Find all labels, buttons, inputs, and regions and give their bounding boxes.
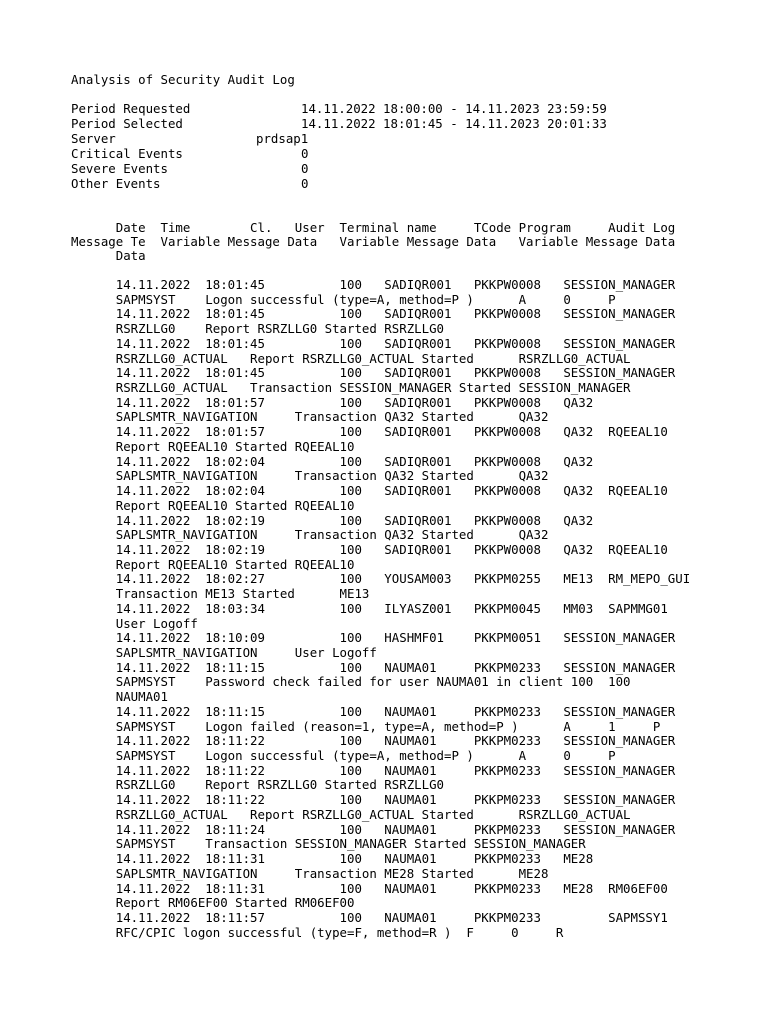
log-line: 14.11.2022 18:11:22 100 NAUMA01 PKKPM0233 SESSION_MANAGER (71, 762, 676, 778)
log-line: 14.11.2022 18:01:45 100 SADIQR001 PKKPW0008 SESSION_MANAGER (71, 335, 676, 351)
log-line: SAPLSMTR_NAVIGATION User Logoff (71, 645, 377, 660)
summary-label: Critical Events (71, 146, 183, 161)
log-line: 14.11.2022 18:02:27 100 YOUSAM003 PKKPM0255 ME13 RM_MEPO_GUI (71, 571, 691, 587)
summary-value: 14.11.2022 18:01:45 - 14.11.2023 20:01:33 (301, 116, 607, 131)
page-title: Analysis of Security Audit Log (71, 72, 295, 87)
log-line: 14.11.2022 18:10:09 100 HASHMF01 PKKPM0051 SESSION_MANAGER (71, 630, 676, 646)
summary-label: Server (71, 131, 116, 146)
log-line: Transaction ME13 Started ME13 (71, 586, 370, 602)
log-line: SAPMSYST Transaction SESSION_MANAGER Started SESSION_MANAGER (71, 836, 586, 852)
log-line: Report RQEEAL10 Started RQEEAL10 (71, 497, 355, 513)
log-line: SAPLSMTR_NAVIGATION Transaction QA32 Started QA32 (71, 409, 549, 425)
log-line: 14.11.2022 18:01:45 100 SADIQR001 PKKPW0008 SESSION_MANAGER (71, 277, 676, 292)
header-line: Data (71, 248, 146, 263)
log-line: 14.11.2022 18:11:15 100 NAUMA01 PKKPM0233 SESSION_MANAGER (71, 703, 676, 719)
log-line: 14.11.2022 18:11:31 100 NAUMA01 PKKPM0233 ME28 RM06EF00 (71, 880, 668, 896)
log-line: User Logoff (71, 615, 198, 631)
log-line: 14.11.2022 18:11:15 100 NAUMA01 PKKPM0233 SESSION_MANAGER (71, 659, 676, 675)
log-line: 14.11.2022 18:02:19 100 SADIQR001 PKKPW0008 QA32 RQEEAL10 (71, 541, 668, 557)
log-line: SAPMSYST Password check failed for user NAUMA01 in client 100 100 (71, 674, 631, 690)
header-line: Date Time Cl. User Terminal name TCode Program Audit Log (71, 220, 676, 235)
log-line: 14.11.2022 18:02:04 100 SADIQR001 PKKPW0008 QA32 RQEEAL10 (71, 483, 668, 499)
log-line: SAPLSMTR_NAVIGATION Transaction ME28 Started ME28 (71, 865, 549, 881)
log-line: 14.11.2022 18:02:19 100 SADIQR001 PKKPW0008 QA32 (71, 512, 594, 528)
log-line: SAPLSMTR_NAVIGATION Transaction QA32 Started QA32 (71, 527, 549, 543)
log-line: 14.11.2022 18:01:57 100 SADIQR001 PKKPW0008 QA32 RQEEAL10 (71, 424, 668, 440)
log-line: Report RQEEAL10 Started RQEEAL10 (71, 438, 355, 454)
log-line: Report RQEEAL10 Started RQEEAL10 (71, 556, 355, 572)
summary-value: prdsap1 (256, 131, 309, 146)
log-line: 14.11.2022 18:11:24 100 NAUMA01 PKKPM0233 SESSION_MANAGER (71, 821, 676, 837)
summary-value: 0 (301, 161, 309, 176)
log-line: 14.11.2022 18:01:57 100 SADIQR001 PKKPW0008 QA32 (71, 394, 594, 410)
summary-label: Severe Events (71, 161, 168, 176)
summary-label: Other Events (71, 176, 161, 191)
log-line: 14.11.2022 18:01:45 100 SADIQR001 PKKPW0008 SESSION_MANAGER (71, 365, 676, 381)
log-line: 14.11.2022 18:02:04 100 SADIQR001 PKKPW0008 QA32 (71, 453, 594, 469)
log-line: RSRZLLG0_ACTUAL Report RSRZLLG0_ACTUAL Started RSRZLLG0_ACTUAL (71, 806, 631, 822)
log-line: SAPMSYST Logon failed (reason=1, type=A, method=P ) A 1 P (71, 718, 661, 734)
log-line: RSRZLLG0_ACTUAL Transaction SESSION_MANAGER Started SESSION_MANAGER (71, 380, 631, 396)
summary-label: Period Requested (71, 101, 191, 116)
header-line: Message Te Variable Message Data Variable Message Data Variable Message Data (71, 234, 676, 249)
log-line: 14.11.2022 18:11:22 100 NAUMA01 PKKPM0233 SESSION_MANAGER (71, 792, 676, 808)
log-line: 14.11.2022 18:03:34 100 ILYASZ001 PKKPM0045 MM03 SAPMMG01 (71, 600, 668, 616)
log-line: Report RM06EF00 Started RM06EF00 (71, 895, 355, 911)
log-line: NAUMA01 (71, 689, 168, 705)
summary-label: Period Selected (71, 116, 183, 131)
log-line: RSRZLLG0 Report RSRZLLG0 Started RSRZLLG0 (71, 321, 444, 337)
log-line: SAPMSYST Logon successful (type=A, method=P ) A 0 P (71, 748, 616, 764)
log-line: SAPLSMTR_NAVIGATION Transaction QA32 Started QA32 (71, 468, 549, 484)
summary-value: 14.11.2022 18:00:00 - 14.11.2023 23:59:59 (301, 101, 607, 116)
log-line: 14.11.2022 18:11:31 100 NAUMA01 PKKPM0233 ME28 (71, 851, 594, 867)
summary-value: 0 (301, 146, 309, 161)
log-line: 14.11.2022 18:11:22 100 NAUMA01 PKKPM0233 SESSION_MANAGER (71, 733, 676, 749)
log-line: RSRZLLG0_ACTUAL Report RSRZLLG0_ACTUAL Started RSRZLLG0_ACTUAL (71, 350, 631, 366)
log-line: SAPMSYST Logon successful (type=A, method=P ) A 0 P (71, 291, 616, 307)
summary-value: 0 (301, 176, 309, 191)
log-line: RFC/CPIC logon successful (type=F, method=R ) F 0 R (71, 924, 564, 940)
log-line: RSRZLLG0 Report RSRZLLG0 Started RSRZLLG0 (71, 777, 444, 793)
log-line: 14.11.2022 18:01:45 100 SADIQR001 PKKPW0008 SESSION_MANAGER (71, 306, 676, 322)
log-line: 14.11.2022 18:11:57 100 NAUMA01 PKKPM0233 SAPMSSY1 (71, 909, 668, 925)
